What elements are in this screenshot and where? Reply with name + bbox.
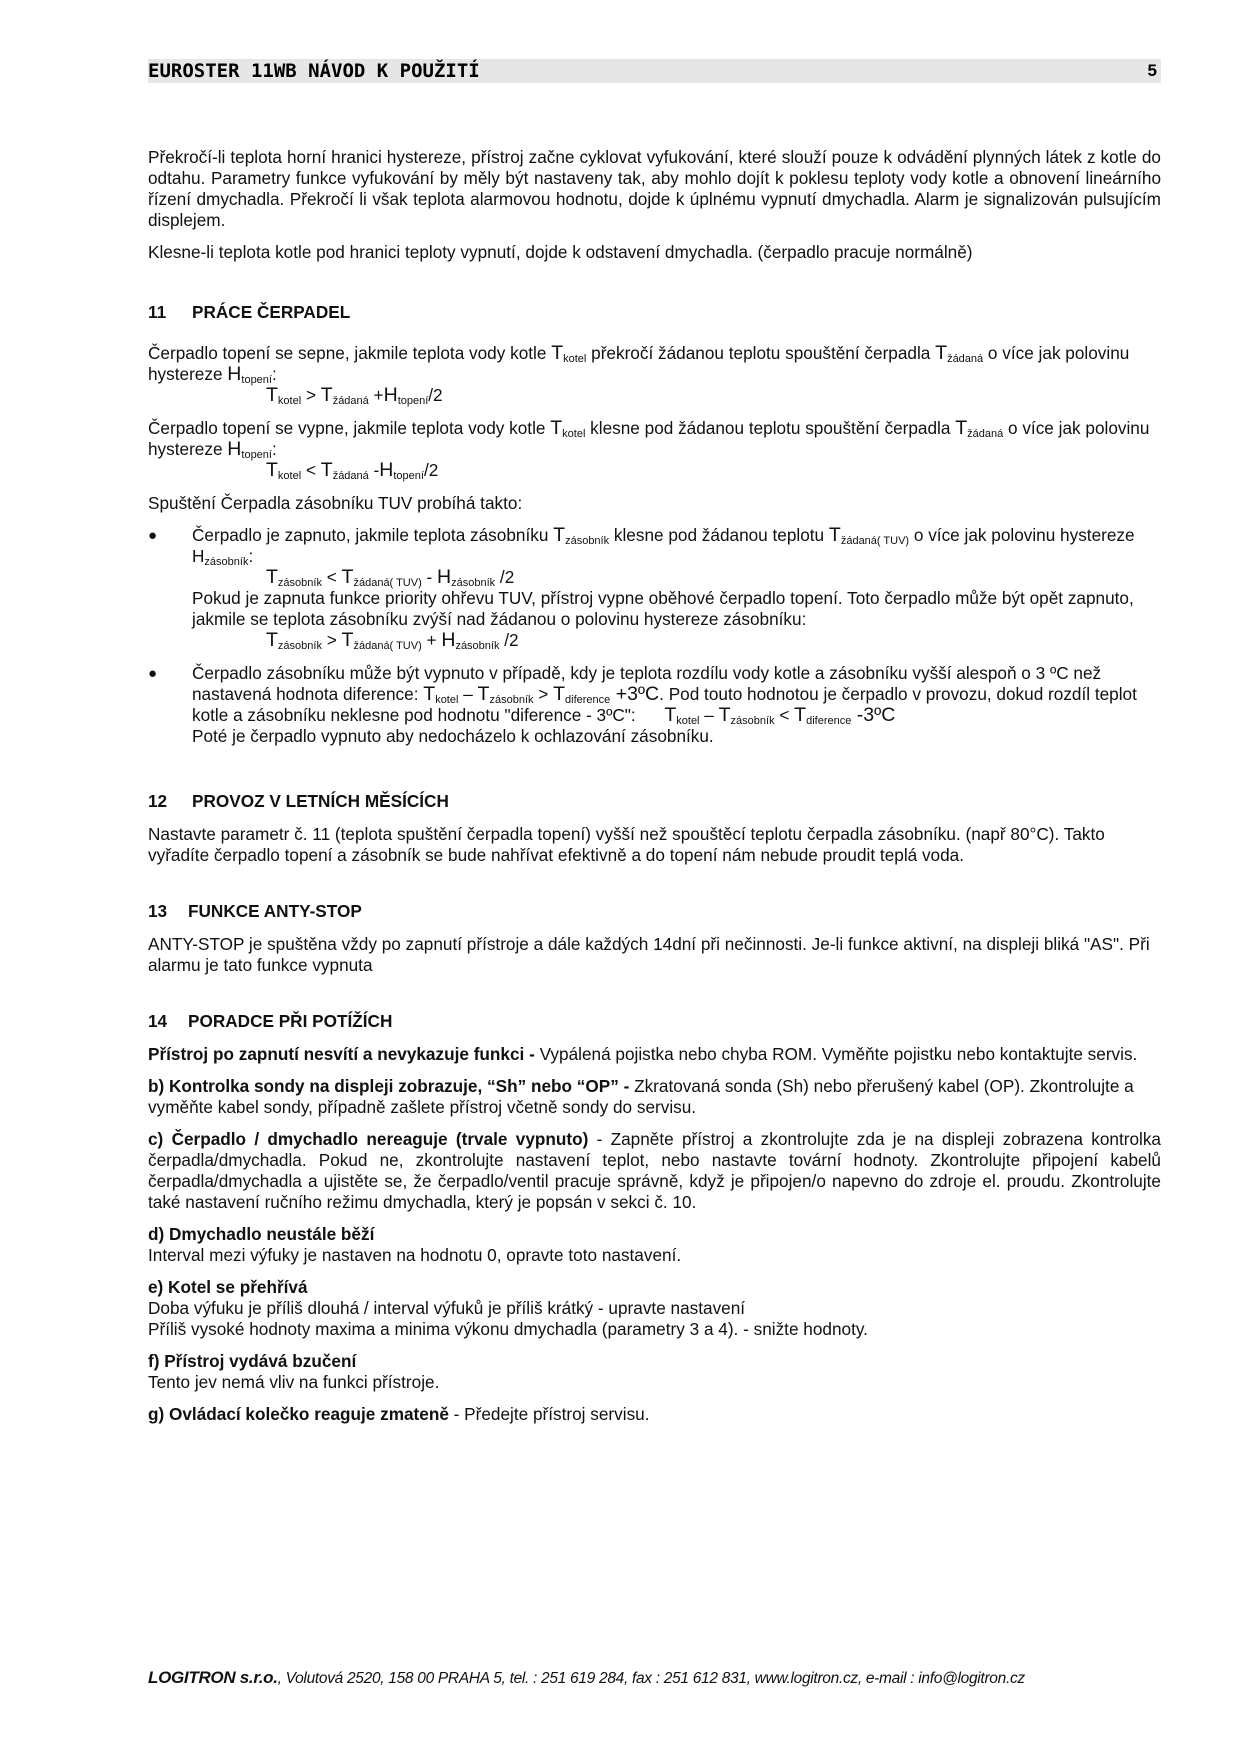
subscript: kotel (435, 694, 459, 706)
symbol-t: T (935, 342, 948, 364)
operator: /2 (495, 567, 515, 587)
subscript: žádaná (947, 353, 984, 365)
text: překročí žádanou teplotu spouštění čerpadla (586, 343, 936, 363)
trouble-item-g (148, 1404, 1161, 1425)
symbol-t: T (955, 417, 968, 439)
operator: – (699, 705, 719, 725)
subscript: zásobník (565, 535, 610, 547)
section-title: PORADCE PŘI POTÍŽÍCH (188, 1011, 393, 1031)
operator: > (533, 684, 554, 704)
text: klesne pod žádanou teplotu spouštění čerpadla (585, 418, 956, 438)
text: : (271, 439, 277, 459)
text: Čerpadlo je zapnuto, jakmile teplota zásobníku (192, 525, 554, 545)
subscript: zásobník (489, 694, 534, 706)
symbol-h: H (441, 629, 456, 651)
symbol-t: T (341, 629, 354, 651)
formula-pump-off (148, 460, 1161, 481)
trouble-title: g) Ovládací kolečko reaguje zmateně (148, 1404, 449, 1424)
list-item-body (192, 663, 1161, 747)
symbol-h: H (227, 363, 242, 385)
trouble-text: Doba výfuku je příliš dlouhá / interval výfuků je příliš krátký - upravte nastavení (148, 1298, 746, 1318)
trouble-text: Tento jev nemá vliv na funkci přístroje. (148, 1372, 440, 1392)
subscript: topení (241, 449, 272, 461)
trouble-title: b) Kontrolka sondy na displeji zobrazuje, “Sh” nebo “OP” - (148, 1076, 635, 1096)
trouble-text: Zkratovaná sonda (Sh) nebo přerušený kabel (OP). Zkontrolujte a vyměňte kabel sondy, případně zašlete přístroj včetně sondy do servisu. (148, 1076, 1134, 1117)
operator: > (321, 630, 342, 650)
operator: - (421, 567, 438, 587)
company-contact: , Volutová 2520, 158 00 PRAHA 5, tel. : 251 619 284, fax : 251 612 831, www.logitron.cz, e-mail : info@logitron.cz (277, 1670, 1025, 1687)
text: o více jak polovinu hystereze (909, 525, 1135, 545)
text: : (271, 364, 277, 384)
company-name: LOGITRON s.r.o. (148, 1668, 278, 1687)
trouble-text: - Předejte přístroj servisu. (448, 1404, 650, 1424)
text: klesne pod žádanou teplotu (609, 525, 829, 545)
subscript: zásobník (204, 556, 249, 568)
section-number: 13 (148, 901, 168, 921)
trouble-text: Vypálená pojistka nebo chyba ROM. Vyměňte pojistku nebo kontaktujte servis. (539, 1044, 1138, 1064)
list-item (148, 663, 1161, 747)
symbol-t: T (320, 384, 333, 406)
symbol-t: T (266, 459, 278, 481)
document-title: EUROSTER 11WB NÁVOD K POUŽITÍ (148, 60, 480, 82)
subscript: kotel (562, 428, 586, 440)
text: Čerpadlo zásobníku může být vypnuto v případě, kdy je teplota rozdílu vody kotle a zásobníku vyšší alespoň o 3 ºC než nastavená hodnota diference: (192, 663, 1102, 704)
operator: + (421, 630, 442, 650)
trouble-item-c (148, 1129, 1161, 1213)
text: Čerpadlo topení se sepne, jakmile teplota vody kotle (148, 343, 552, 363)
symbol-t: T (828, 524, 841, 546)
subscript: žádaná (332, 470, 369, 482)
subscript: kotel (277, 395, 302, 407)
operator: < (301, 460, 321, 480)
subscript: kotel (563, 353, 587, 365)
subscript: topení (393, 470, 424, 482)
subscript: zásobník (451, 577, 496, 589)
paragraph-pump-off (148, 418, 1161, 460)
symbol-t: T (718, 704, 731, 726)
subscript: žádaná (332, 395, 369, 407)
page-header (148, 59, 1161, 83)
subscript: topení (241, 374, 272, 386)
intro-paragraph: Překročí-li teplota horní hranici hystereze, přístroj začne cyklovat vyfukování, které slouží pouze k odvádění plynných látek z kotle do odtahu. Parametry funkce vyfukování by měly být nastaveny tak, aby mohlo dojít k poklesu teploty vody kotle a obnovení lineárního řízení dmychadla. Překročí li však teplota alarmovou hodnotu, dojde k úplnému vypnutí dmychadla. Alarm je signalizován pulsujícím displejem. (148, 147, 1161, 230)
section-heading-14 (148, 1011, 1161, 1032)
symbol-t: T (423, 683, 436, 705)
trouble-text: Interval mezi výfuky je nastaven na hodnotu 0, opravte toto nastavení. (148, 1245, 682, 1265)
text: o více jak polovinu hystereze (148, 418, 1150, 459)
symbol-t: T (266, 566, 278, 588)
formula-tuv-off (192, 630, 1161, 651)
trouble-item-e (148, 1277, 1161, 1340)
subscript: zásobník (277, 640, 322, 652)
trouble-item-b (148, 1076, 1161, 1118)
section-13-text: ANTY-STOP je spuštěna vždy po zapnutí přístroje a dále každých 14dní při nečinnosti. Je-li funkce aktivní, na displeji bliká "AS". Při alarmu je tato funkce vypnuta (148, 934, 1150, 975)
symbol-t: T (551, 342, 564, 364)
operator: +3ºC (610, 683, 660, 705)
list-item-body (192, 525, 1161, 651)
operator: < (321, 567, 342, 587)
subscript: žádaná (967, 428, 1004, 440)
section-12-text: Nastavte parametr č. 11 (teplota spuštění čerpadla topení) vyšší než spouštěcí teplotu čerpadla zásobníku. (např 80°C). Takto vyřadíte čerpadlo topení a zásobník se bude nahřívat efektivně a do topení nám nebude proudit teplá voda. (148, 824, 1105, 865)
text: : (248, 546, 254, 566)
subscript: topení (397, 395, 429, 407)
subscript: kotel (277, 470, 302, 482)
operator: – (458, 684, 478, 704)
subscript: žádaná( TUV) (353, 640, 422, 652)
section-heading-11 (148, 302, 1161, 323)
symbol-t: T (320, 459, 333, 481)
symbol-t: T (553, 683, 566, 705)
priority-note: Pokud je zapnuta funkce priority ohřevu TUV, přístroj vypne oběhové čerpadlo topení. Toto čerpadlo může být opět zapnuto, jakmile se teplota zásobníku zvýší nad žádanou o polovinu hystereze zásobníku: (192, 588, 1134, 629)
symbol-h: H (227, 438, 242, 460)
trouble-item-d (148, 1224, 1161, 1266)
text: . Pod touto hodnotou je čerpadlo v provozu, dokud rozdíl teplot kotle a zásobníku neklesne pod hodnotu "diference - 3ºC": (192, 684, 1137, 725)
section-title: PROVOZ V LETNÍCH MĚSÍCÍCH (192, 791, 449, 811)
subscript: žádaná( TUV) (840, 535, 910, 547)
symbol-t: T (550, 417, 563, 439)
subscript: žádaná( TUV) (353, 577, 422, 589)
section-number: 14 (148, 1011, 168, 1031)
symbol-h: H (192, 546, 205, 566)
symbol-h: H (379, 459, 394, 481)
text: Čerpadlo topení se vypne, jakmile teplota vody kotle (148, 418, 551, 438)
formula-pump-on (148, 385, 1161, 406)
symbol-t: T (477, 683, 490, 705)
bullet-icon: ● (148, 665, 158, 682)
operator: -3ºC (851, 704, 896, 726)
symbol-t: T (266, 629, 278, 651)
symbol-t: T (341, 566, 354, 588)
operator: /2 (423, 460, 439, 480)
trouble-title: e) Kotel se přehřívá (148, 1277, 308, 1297)
operator: < (774, 705, 795, 725)
trouble-item-a (148, 1044, 1161, 1065)
symbol-t: T (794, 704, 807, 726)
trouble-title: c) Čerpadlo / dmychadlo nereaguje (trvale vypnuto) (148, 1129, 589, 1149)
text: Poté je čerpadlo vypnuto aby nedocházelo k ochlazování zásobníku. (192, 726, 714, 746)
trouble-item-f (148, 1351, 1161, 1393)
text: o více jak polovinu hystereze (148, 343, 1130, 384)
subscript: zásobník (277, 577, 322, 589)
operator: - (368, 460, 380, 480)
subscript: diference (806, 715, 852, 727)
operator: > (301, 385, 321, 405)
bullet-icon: ● (148, 527, 158, 544)
symbol-t: T (266, 384, 278, 406)
section-number: 11 (148, 302, 167, 322)
symbol-t: T (553, 524, 566, 546)
operator: /2 (428, 385, 443, 405)
trouble-title: Přístroj po zapnutí nesvítí a nevykazuje funkci - (148, 1044, 540, 1064)
trouble-text: Příliš vysoké hodnoty maxima a minima výkonu dmychadla (parametry 3 a 4). - snižte hodnoty. (148, 1319, 868, 1339)
page-number: 5 (1147, 61, 1157, 80)
operator: /2 (499, 630, 519, 650)
list-item (148, 525, 1161, 651)
page-content (148, 147, 1161, 1436)
symbol-t: T (664, 704, 677, 726)
operator: + (368, 385, 384, 405)
intro-paragraph-2: Klesne-li teplota kotle pod hranici teploty vypnutí, dojde k odstavení dmychadla. (čerpadlo pracuje normálně) (148, 242, 973, 262)
subscript: kotel (676, 715, 700, 727)
subscript: diference (565, 694, 611, 706)
page-footer (148, 1668, 1161, 1688)
section-title: FUNKCE ANTY-STOP (188, 901, 362, 921)
symbol-h: H (383, 384, 398, 406)
paragraph-tuv-intro: Spuštění Čerpadla zásobníku TUV probíhá takto: (148, 493, 523, 513)
section-heading-13 (148, 901, 1161, 922)
trouble-title: d) Dmychadlo neustále běží (148, 1224, 375, 1244)
symbol-h: H (437, 566, 452, 588)
section-title: PRÁCE ČERPADEL (192, 302, 351, 322)
subscript: zásobník (730, 715, 775, 727)
paragraph-pump-on (148, 343, 1161, 385)
formula-tuv-on (192, 567, 1161, 588)
section-number: 12 (148, 791, 168, 811)
subscript: zásobník (455, 640, 500, 652)
trouble-title: f) Přístroj vydává bzučení (148, 1351, 357, 1371)
trouble-text: - Zapněte přístroj a zkontrolujte zda je na displeji zobrazena kontrolka čerpadla/dmychadla. Pokud ne, zkontrolujte nastavení teplot, nebo nastavte tovární hodnoty. Zkontrolujte připojení kabelů čerpadla/dmychadla a ujistěte se, že čerpadlo/ventil pracuje správně, když je připojen/o napevno do zdroje el. proudu. Zkontrolujte také nastavení ručního režimu dmychadla, který je popsán v sekci č. 10. (148, 1129, 1161, 1212)
section-heading-12 (148, 791, 1161, 812)
